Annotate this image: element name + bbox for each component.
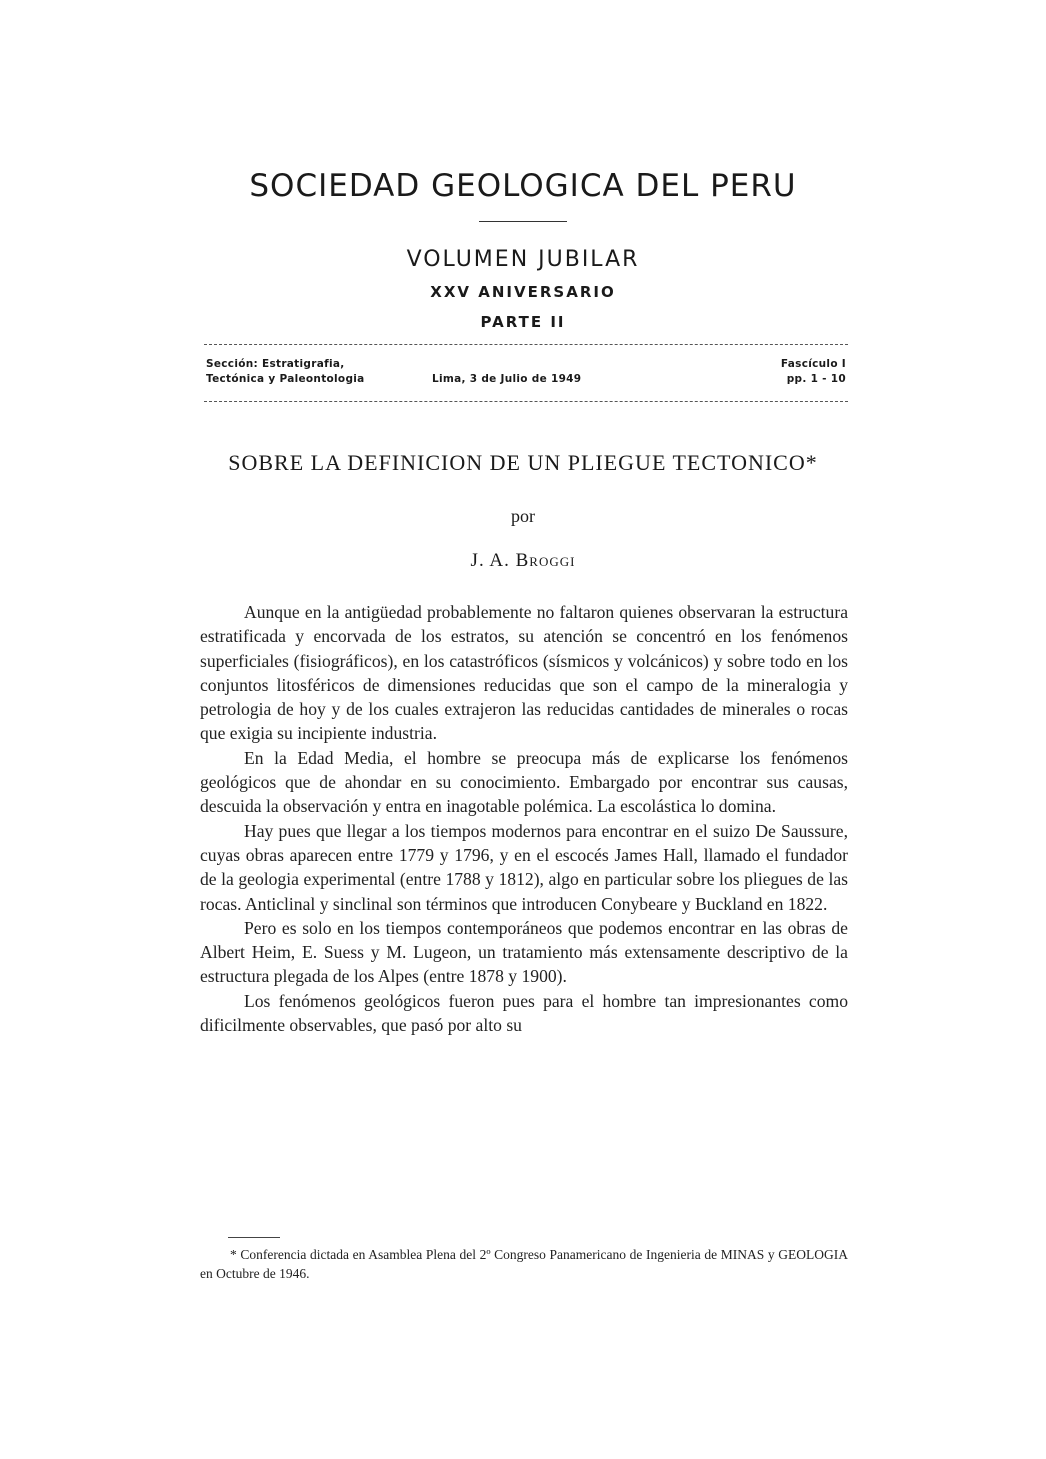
footnote-text: * Conferencia dictada en Asamblea Plena del 2º Congreso Panamericano de Ingenieria de MINAS y GEOLOGIA en Octubre de 1946. [200,1247,848,1281]
section-line-1: Sección: Estratigrafia, [206,358,345,370]
fascicle-info [781,357,846,387]
section-line-2: Tectónica y Paleontologia [206,373,365,385]
author-name: J. A. Broggi [470,550,576,571]
header-rule [479,221,567,222]
paragraph: Pero es solo en los tiempos contemporáneos que podemos encontrar en las obras de Albert Heim, E. Suess y M. Lugeon, un tratamiento más extensamente descriptivo de la estructura plegada de los Alpes (entre 1878 y 1900). [200,917,848,987]
paragraph: Aunque en la antigüedad probablemente no faltaron quienes observaran la estructura estratificada y encorvada de los estratos, su atención se concentró en los fenómenos superficiales (fisiográficos), en los catastróficos (sísmicos y volcánicos) y sobre todo en los conjuntos litosféricos de dimensiones reducidas que son el campo de la mineralogia y petrologia de hoy y de los cuales extrajeron las reducidas cantidades de minerales o rocas que exigia su incipiente industria. [200,602,848,744]
paragraph: Hay pues que llegar a los tiempos modernos para encontrar en el suizo De Saussure, cuyas obras aparecen entre 1779 y 1796, y en el escocés James Hall, llamado el fundador de la geologia experimental (entre 1788 y 1812), algo en particular sobre los pliegues de las rocas. Anticlinal y sinclinal son términos que introducen Conybeare y Buckland en 1822. [200,820,848,914]
section-info [206,357,365,387]
fascicle-number: Fascículo I [780,358,846,370]
meta-top-rule [204,344,848,345]
place-date: Lima, 3 de Julio de 1949 [432,373,582,385]
anniversary-label: XXV ANIVERSARIO [430,283,616,301]
meta-bottom-rule [204,401,848,402]
volume-title: VOLUMEN JUBILAR [406,247,640,272]
part-label: PARTE II [480,313,566,331]
article-body [200,600,848,1037]
by-label: por [511,506,535,526]
footnote-rule [228,1237,280,1238]
paragraph: Los fenómenos geológicos fueron pues para el hombre tan impresionantes como dificilmente observables, que pasó por alto su [200,990,848,1036]
footnote [200,1245,848,1283]
article-title: SOBRE LA DEFINICION DE UN PLIEGUE TECTONICO* [228,450,818,475]
paragraph: En la Edad Media, el hombre se preocupa más de explicarse los fenómenos geológicos que de ahondar en su conocimiento. Embargado por encontrar sus causas, descuida la observación y entra en inagotable polémica. La escolástica lo domina. [200,747,848,817]
society-name: SOCIEDAD GEOLOGICA DEL PERU [249,168,797,204]
page-range: pp. 1 - 10 [786,373,846,385]
